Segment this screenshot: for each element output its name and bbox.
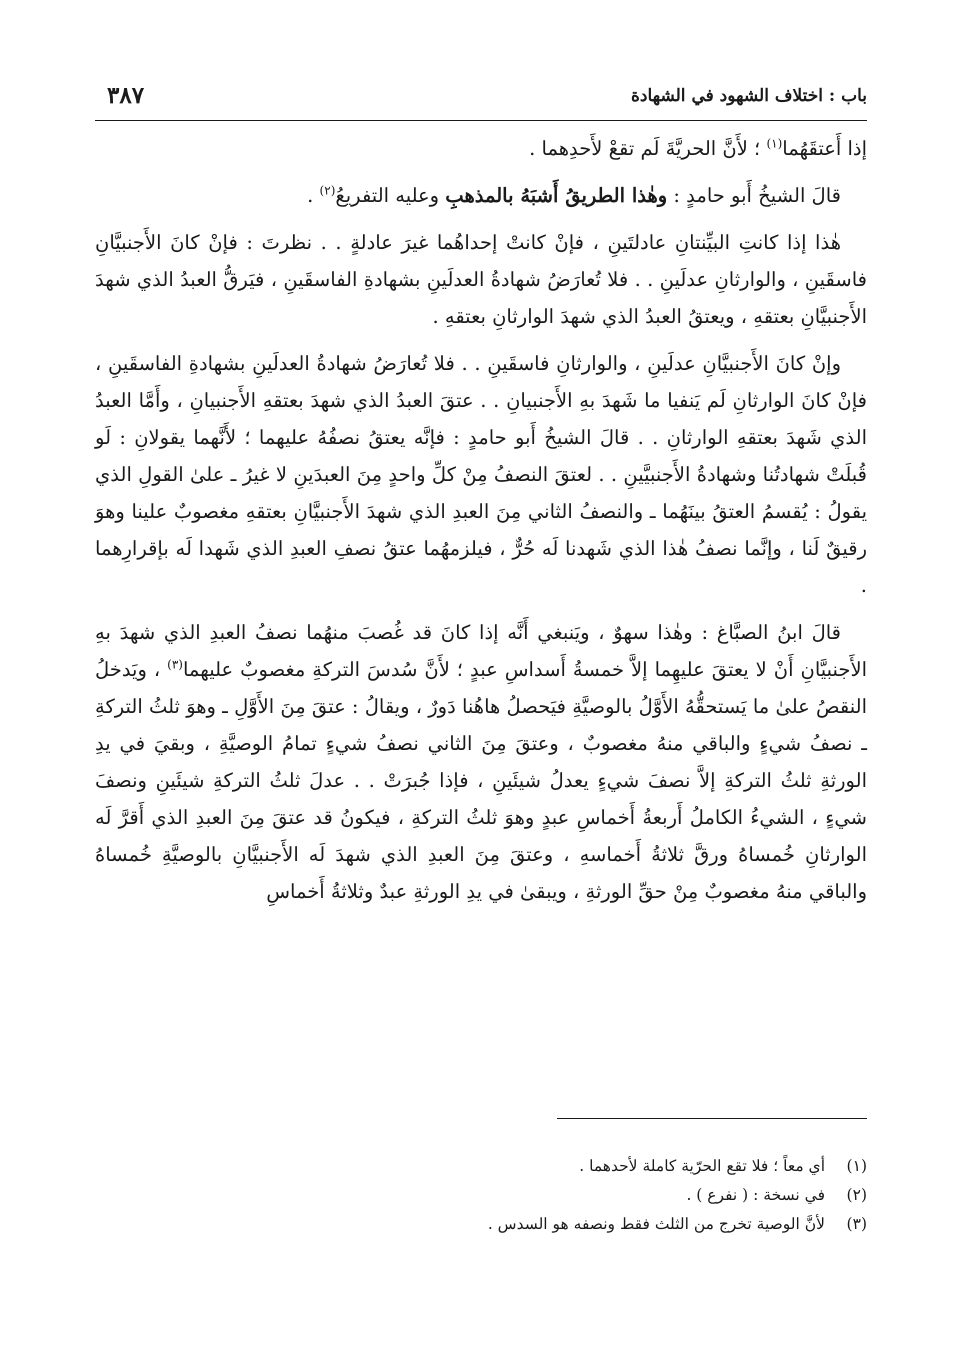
- paragraph-5-text-b: ، ويَدخلُ النقصُ علىٰ ما يَستحقُّهُ الأَوَّلُ بالوصيَّةِ فيَحصلُ هاهُنا دَورٌ ، ويقالُ : عتقَ مِنَ الأَوَّلِ ـ وهوَ ثلثُ التركةِ ـ نصفُ شيءٍ والباقي منهُ مغصوبٌ ، وعتقَ مِنَ الثاني نصفُ شيءٍ تمامُ الوصيَّةِ ، وبقيَ في يدِ الورثةِ ثلثُ التركةِ إلاَّ نصفَ شيءٍ يعدلُ شيئَينِ ، فإذا جُبرَتْ . . عدلَ ثلثُ التركةِ شيئَينِ ونصفَ شيءٍ ، الشيءُ الكاملُ أَربعةُ أَخماسِ عبدٍ وهوَ ثلثُ التركةِ ، فيكونُ قد عتقَ مِنَ العبدِ الذي أَقرَّ لَه الوارثانِ خُمساهُ ورقَّ ثلاثةُ أَخماسهِ ، وعتقَ مِنَ العبدِ الذي شهدَ لَه الأَجنبيَّانِ بالوصيَّةِ خُمساهُ والباقي منهُ مغصوبٌ مِنْ حقِّ الورثةِ ، ويبقىٰ في يدِ الورثةِ عبدٌ وثلاثةُ أَخماسِ: [95, 658, 867, 903]
- page-header: [95, 84, 867, 121]
- paragraph-2-bold: وهٰذا الطريقُ أَشبَهُ بالمذهبِ: [445, 184, 668, 207]
- footnote-ref-1[interactable]: (١): [766, 136, 783, 151]
- paragraph-1: [95, 130, 867, 167]
- running-title: باب : اختلاف الشهود في الشهادة: [630, 86, 867, 106]
- footnote-divider: [557, 1118, 867, 1119]
- footnote-ref-2[interactable]: (٢): [319, 183, 336, 198]
- paragraph-3: هٰذا إذا كانتِ البيِّنتانِ عادلتَينِ ، فإنْ كانتْ إحداهُما غيرَ عادلةٍ . . نظرتَ : فإنْ كانَ الأَجنبيَّانِ فاسقَينِ ، والوارثانِ عدلَينِ . . فلا تُعارَضُ شهادةُ العدلَينِ بشهادةِ الفاسقَينِ ، فيَرقُّ العبدُ الذي شهدَ الأَجنبيَّانِ بعتقهِ ، ويعتقُ العبدُ الذي شهدَ الوارثانِ بعتقهِ .: [95, 231, 867, 328]
- footnote-2-number: (٢): [846, 1186, 867, 1204]
- paragraph-5-text-a: قالَ ابنُ الصبَّاغ : وهٰذا سهوٌ ، ويَنبغي أَنَّه إذا كانَ قد غُصبَ منهُما نصفُ العبدِ الذي شهدَ بهِ الأَجنبيَّانِ أَنْ لا يعتقَ عليهِما إلاَّ خمسةُ أَسداسِ عبدٍ ؛ لأَنَّ سُدسَ التركةِ مغصوبٌ عليهما: [95, 621, 868, 681]
- paragraph-2: [95, 177, 867, 214]
- paragraph-1-text-b: ؛ لأَنَّ الحريَّةَ لَم تقعْ لأَحدِهما .: [529, 137, 767, 160]
- footnote-2: [95, 1181, 867, 1210]
- paragraph-2-text-b: وعليه التفريعُ: [335, 184, 446, 207]
- page-number: ٣٨٧: [107, 82, 145, 109]
- footnote-1: [95, 1152, 867, 1181]
- footnote-2-text: في نسخة : ( نفرع ) .: [686, 1186, 825, 1204]
- footnote-3-number: (٣): [846, 1215, 867, 1233]
- footnote-3: [95, 1210, 867, 1239]
- main-text: [95, 130, 867, 920]
- paragraph-4: وإنْ كانَ الأَجنبيَّانِ عدلَينِ ، والوارثانِ فاسقَينِ . . فلا تُعارَضُ شهادةُ العدلَينِ بشهادةِ الفاسقَينِ ، فإنْ كانَ الوارثانِ لَم يَنفيا ما شَهدَ بهِ الأَجنبيانِ . . عتقَ العبدُ الذي شهدَ بعتقهِ الأَجنبيانِ ، وأَمَّا العبدُ الذي شَهدَ بعتقهِ الوارثانِ . . قالَ الشيخُ أَبو حامدٍ : فإنَّه يعتقُ نصفُهُ عليهما ؛ لأَنَّهما يقولانِ : لَو قُبلَتْ شهادتُنا وشهادةُ الأَجنبيَّينِ . . لعتقَ النصفُ مِنْ كلِّ واحدٍ مِنَ العبدَينِ لا غيرُ ـ علىٰ القولِ الذي يقولُ : يُقسمُ العتقُ بينَهُما ـ والنصفُ الثاني مِنَ العبدِ الذي شهدَ الأَجنبيَّانِ بعتقهِ مغصوبٌ علينا وهوَ رقيقٌ لَنا ، وإنَّما نصفُ هٰذا الذي شَهدنا لَه حُرٌّ ، فيلزمهُما عتقُ نصفِ العبدِ الذي شَهدا لَه بإقرارِهما .: [95, 352, 867, 597]
- footnote-1-number: (١): [846, 1157, 867, 1175]
- footnote-ref-3[interactable]: (٣): [167, 657, 183, 672]
- footnote-3-text: لأنَّ الوصية تخرج من الثلث فقط ونصفه هو السدس .: [487, 1215, 825, 1233]
- paragraph-1-text-a: إذا أَعتقَهُما: [782, 137, 867, 160]
- footnote-1-text: أي معاً ؛ فلا تقع الحرّية كاملة لأحدهما .: [579, 1157, 825, 1175]
- footnotes: [95, 1152, 867, 1239]
- paragraph-2-text-a: قالَ الشيخُ أَبو حامدٍ :: [667, 184, 841, 207]
- paragraph-5: [95, 614, 867, 910]
- paragraph-2-text-c: .: [307, 184, 320, 207]
